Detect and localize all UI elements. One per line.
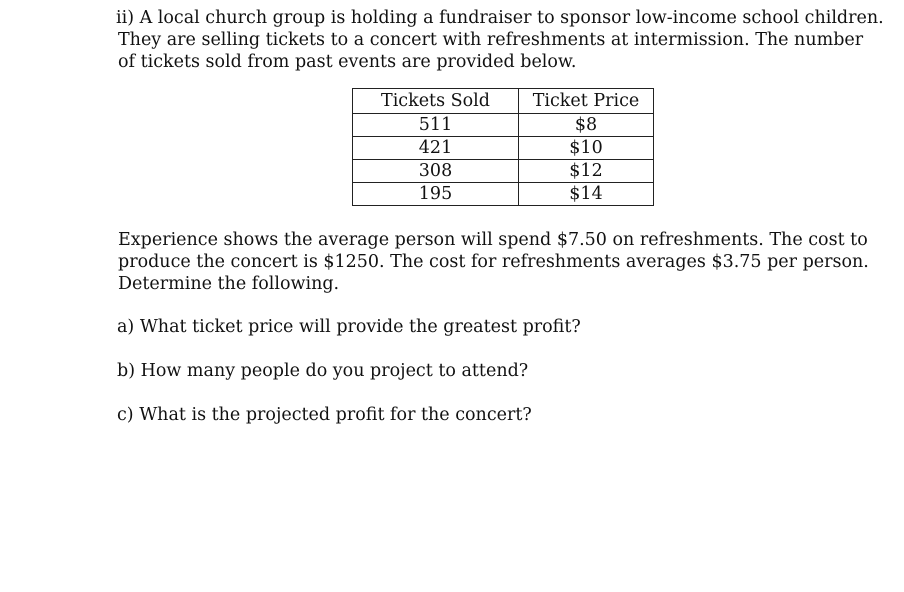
ticket-price-cell: $14 — [519, 183, 654, 206]
question-b: b) How many people do you project to attend? — [117, 361, 529, 381]
table-row — [353, 183, 654, 206]
experience-line-3: Determine the following. — [118, 274, 340, 294]
tickets-sold-cell: 308 — [353, 160, 519, 183]
question-c: c) What is the projected profit for the concert? — [117, 405, 532, 425]
intro-line-2: They are selling tickets to a concert with refreshments at intermission. The number — [118, 30, 864, 50]
intro-line-3: of tickets sold from past events are provided below. — [118, 52, 577, 72]
table-row — [353, 137, 654, 160]
header-tickets-sold: Tickets Sold — [353, 89, 519, 114]
question-a: a) What ticket price will provide the greatest profit? — [117, 317, 581, 337]
table-header-row — [353, 89, 654, 114]
table-row — [353, 114, 654, 137]
tickets-sold-cell: 195 — [353, 183, 519, 206]
intro-paragraph — [116, 7, 884, 73]
experience-line-1: Experience shows the average person will spend $7.50 on refreshments. The cost to — [118, 230, 868, 250]
header-ticket-price: Ticket Price — [519, 89, 654, 114]
ticket-price-cell: $12 — [519, 160, 654, 183]
table-row — [353, 160, 654, 183]
ticket-price-cell: $10 — [519, 137, 654, 160]
tickets-sold-cell: 421 — [353, 137, 519, 160]
experience-paragraph — [118, 229, 878, 295]
intro-line-1: ii) A local church group is holding a fundraiser to sponsor low-income school children. — [116, 8, 884, 28]
experience-line-2: produce the concert is $1250. The cost for refreshments averages $3.75 per person. — [118, 252, 869, 272]
ticket-price-cell: $8 — [519, 114, 654, 137]
tickets-sold-cell: 511 — [353, 114, 519, 137]
ticket-sales-table — [352, 88, 654, 206]
